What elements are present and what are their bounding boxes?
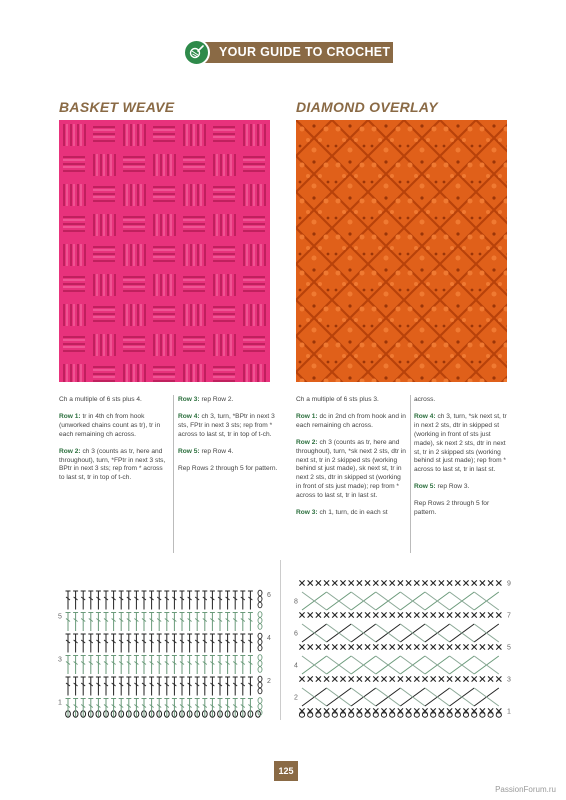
row-label: Row 4: bbox=[414, 412, 436, 420]
row-number: 2 bbox=[267, 678, 271, 685]
basket-weave-stitch-chart bbox=[58, 578, 278, 720]
row-number: 1 bbox=[58, 699, 62, 707]
double-crochet-stitch bbox=[414, 580, 419, 585]
row-number: 3 bbox=[58, 656, 62, 664]
double-crochet-stitch bbox=[488, 676, 493, 681]
chain-stitch bbox=[463, 713, 468, 717]
double-crochet-stitch bbox=[439, 612, 444, 617]
row-label: Row 4: bbox=[178, 412, 200, 420]
double-crochet-stitch bbox=[340, 612, 345, 617]
double-crochet-stitch bbox=[431, 676, 436, 681]
instruction-text: dc in 2nd ch from hook and in each remaining ch across. bbox=[296, 412, 406, 429]
double-crochet-stitch bbox=[332, 644, 337, 649]
double-crochet-stitch bbox=[357, 676, 362, 681]
double-crochet-stitch bbox=[472, 612, 477, 617]
basket-weave-instructions-col1 bbox=[59, 396, 169, 491]
instruction-paragraph bbox=[178, 396, 278, 405]
chain-stitch bbox=[406, 713, 411, 717]
instruction-text: ch 3, turn, *BPtr in next 3 sts, FPtr in next 3 sts; rep from * across to last st, tr in top of t-ch. bbox=[178, 412, 275, 438]
double-crochet-stitch bbox=[381, 676, 386, 681]
row-label: Row 5: bbox=[178, 447, 200, 455]
turning-chain bbox=[258, 624, 262, 630]
double-crochet-stitch bbox=[316, 580, 321, 585]
chain-stitch bbox=[340, 713, 345, 717]
instruction-paragraph bbox=[414, 500, 509, 518]
instruction-paragraph bbox=[59, 396, 169, 405]
double-crochet-stitch bbox=[414, 612, 419, 617]
turning-chain bbox=[258, 698, 262, 704]
instruction-paragraph bbox=[178, 413, 278, 440]
double-crochet-stitch bbox=[447, 580, 452, 585]
double-crochet-stitch bbox=[455, 580, 460, 585]
basket-weave-instructions-col2 bbox=[178, 396, 278, 481]
double-crochet-stitch bbox=[422, 644, 427, 649]
double-crochet-stitch bbox=[455, 676, 460, 681]
chain-stitch bbox=[365, 713, 370, 717]
instruction-paragraph bbox=[59, 413, 169, 440]
row-number: 2 bbox=[294, 694, 298, 702]
row-label: Row 3: bbox=[296, 509, 318, 517]
row-label: Row 1: bbox=[59, 412, 81, 420]
double-crochet-stitch bbox=[414, 676, 419, 681]
double-crochet-stitch bbox=[488, 580, 493, 585]
double-crochet-stitch bbox=[480, 676, 485, 681]
chain-stitch bbox=[332, 713, 337, 717]
double-crochet-stitch bbox=[406, 644, 411, 649]
chain-stitch bbox=[373, 713, 378, 717]
instruction-text: ch 3 (counts as tr, here and throughout), turn, *FPtr in next 3 sts, BPtr in next 3 sts; rep from * across to last st, tr in top of t-ch. bbox=[59, 447, 166, 482]
double-crochet-stitch bbox=[472, 580, 477, 585]
row-number: 4 bbox=[267, 635, 271, 642]
double-crochet-stitch bbox=[324, 676, 329, 681]
row-number: 4 bbox=[294, 662, 298, 670]
double-crochet-stitch bbox=[299, 644, 304, 649]
turning-chain bbox=[258, 602, 262, 608]
double-crochet-stitch bbox=[308, 580, 313, 585]
double-crochet-stitch bbox=[308, 676, 313, 681]
double-crochet-stitch bbox=[365, 676, 370, 681]
double-crochet-stitch bbox=[299, 676, 304, 681]
double-crochet-stitch bbox=[365, 580, 370, 585]
chain-stitch bbox=[431, 713, 436, 717]
section-banner bbox=[183, 39, 393, 66]
instruction-text: rep Row 3. bbox=[435, 483, 470, 491]
double-crochet-stitch bbox=[299, 580, 304, 585]
double-crochet-stitch bbox=[373, 612, 378, 617]
watermark: PassionForum.ru bbox=[495, 785, 556, 794]
double-crochet-stitch bbox=[463, 580, 468, 585]
double-crochet-stitch bbox=[406, 612, 411, 617]
turning-chain bbox=[258, 645, 262, 651]
chain-stitch bbox=[414, 713, 419, 717]
double-crochet-stitch bbox=[390, 676, 395, 681]
double-crochet-stitch bbox=[422, 612, 427, 617]
double-crochet-stitch bbox=[488, 612, 493, 617]
double-crochet-stitch bbox=[332, 676, 337, 681]
diamond-overlay-stitch-chart bbox=[294, 578, 524, 720]
double-crochet-stitch bbox=[496, 676, 501, 681]
turning-chain bbox=[258, 667, 262, 673]
double-crochet-stitch bbox=[431, 580, 436, 585]
double-crochet-stitch bbox=[439, 676, 444, 681]
turning-chain bbox=[258, 590, 262, 596]
turning-chain bbox=[258, 655, 262, 661]
double-crochet-stitch bbox=[496, 580, 501, 585]
row-number: 5 bbox=[507, 644, 511, 652]
yarn-hook-icon bbox=[183, 39, 210, 66]
chain-stitch bbox=[472, 713, 477, 717]
double-crochet-stitch bbox=[431, 644, 436, 649]
double-crochet-stitch bbox=[316, 644, 321, 649]
row-label: Row 1: bbox=[296, 412, 318, 420]
double-crochet-stitch bbox=[406, 676, 411, 681]
double-crochet-stitch bbox=[373, 580, 378, 585]
diamond-overlay-title: DIAMOND OVERLAY bbox=[296, 99, 438, 115]
basket-weave-title: BASKET WEAVE bbox=[59, 99, 175, 115]
instruction-text: rep Row 4. bbox=[199, 447, 234, 455]
row-number: 8 bbox=[294, 598, 298, 606]
double-crochet-stitch bbox=[422, 580, 427, 585]
double-crochet-stitch bbox=[349, 580, 354, 585]
row-number: 5 bbox=[58, 613, 62, 621]
double-crochet-stitch bbox=[439, 580, 444, 585]
instruction-text: Rep Rows 2 through 5 for pattern. bbox=[178, 464, 278, 472]
instruction-text: ch 3 (counts as tr, here and throughout), turn, *sk next 2 sts, dtr in next st, tr in 2 skipped sts (working behind st just made), sk next st, tr in next 2 sts, dtr in skipped st (working in front of sts just made); rep from * across to last st, tr in last st. bbox=[296, 438, 406, 500]
row-number: 7 bbox=[507, 612, 511, 620]
instruction-text: Ch a multiple of 6 sts plus 4. bbox=[59, 396, 142, 403]
instruction-paragraph bbox=[414, 396, 509, 405]
chain-stitch bbox=[496, 713, 501, 717]
row-number: 6 bbox=[294, 630, 298, 638]
chain-stitch bbox=[447, 713, 452, 717]
chain-stitch bbox=[381, 713, 386, 717]
double-crochet-stitch bbox=[381, 580, 386, 585]
chart-divider bbox=[280, 560, 281, 720]
row-label: Row 3: bbox=[178, 396, 200, 403]
turning-chain bbox=[258, 661, 262, 667]
instruction-paragraph bbox=[414, 483, 509, 492]
instruction-paragraph bbox=[178, 448, 278, 457]
turning-chain bbox=[258, 596, 262, 602]
double-crochet-stitch bbox=[414, 644, 419, 649]
double-crochet-stitch bbox=[390, 580, 395, 585]
double-crochet-stitch bbox=[496, 644, 501, 649]
double-crochet-stitch bbox=[455, 612, 460, 617]
double-crochet-stitch bbox=[340, 676, 345, 681]
double-crochet-stitch bbox=[496, 612, 501, 617]
instruction-paragraph bbox=[296, 413, 406, 431]
chain-stitch bbox=[357, 713, 362, 717]
double-crochet-stitch bbox=[349, 644, 354, 649]
double-crochet-stitch bbox=[488, 644, 493, 649]
double-crochet-stitch bbox=[390, 612, 395, 617]
instruction-text: rep Row 2. bbox=[199, 396, 234, 403]
instruction-text: Rep Rows 2 through 5 for pattern. bbox=[414, 500, 490, 517]
instruction-text: across. bbox=[414, 396, 436, 403]
chain-stitch bbox=[316, 713, 321, 717]
double-crochet-stitch bbox=[340, 644, 345, 649]
double-crochet-stitch bbox=[463, 612, 468, 617]
diamond-overlay-photo bbox=[296, 120, 507, 382]
double-crochet-stitch bbox=[332, 612, 337, 617]
double-crochet-stitch bbox=[463, 676, 468, 681]
double-crochet-stitch bbox=[340, 580, 345, 585]
turning-chain bbox=[258, 688, 262, 694]
double-crochet-stitch bbox=[381, 644, 386, 649]
double-crochet-stitch bbox=[480, 612, 485, 617]
double-crochet-stitch bbox=[299, 612, 304, 617]
double-crochet-stitch bbox=[365, 644, 370, 649]
diamond-overlay-instructions-col1 bbox=[296, 396, 406, 526]
instruction-text: ch 3, turn, *sk next st, tr in next 2 sts, dtr in skipped st (working in front of sts just made), sk next 2 sts, dtr in next st, tr in 2 skipped sts (working behind st just made); rep from * across to last st, tr in last st. bbox=[414, 412, 507, 474]
chain-stitch bbox=[299, 713, 304, 717]
instruction-paragraph bbox=[296, 396, 406, 405]
instruction-paragraph bbox=[59, 448, 169, 484]
chain-stitch bbox=[308, 713, 313, 717]
double-crochet-stitch bbox=[365, 612, 370, 617]
double-crochet-stitch bbox=[447, 612, 452, 617]
double-crochet-stitch bbox=[398, 612, 403, 617]
double-crochet-stitch bbox=[422, 676, 427, 681]
chain-stitch bbox=[349, 713, 354, 717]
instruction-text: tr in 4th ch from hook (unworked chains count as tr), tr in each remaining ch across. bbox=[59, 412, 161, 438]
chain-stitch bbox=[488, 713, 493, 717]
double-crochet-stitch bbox=[447, 644, 452, 649]
double-crochet-stitch bbox=[332, 580, 337, 585]
double-crochet-stitch bbox=[308, 644, 313, 649]
double-crochet-stitch bbox=[357, 612, 362, 617]
double-crochet-stitch bbox=[447, 676, 452, 681]
double-crochet-stitch bbox=[480, 580, 485, 585]
double-crochet-stitch bbox=[463, 644, 468, 649]
row-number: 6 bbox=[267, 592, 271, 599]
double-crochet-stitch bbox=[398, 644, 403, 649]
diamond-overlay-instructions-col2 bbox=[414, 396, 509, 526]
double-crochet-stitch bbox=[373, 644, 378, 649]
turning-chain bbox=[258, 633, 262, 639]
row-number: 3 bbox=[507, 676, 511, 684]
turning-chain bbox=[258, 682, 262, 688]
row-label: Row 2: bbox=[296, 438, 318, 446]
double-crochet-stitch bbox=[316, 612, 321, 617]
double-crochet-stitch bbox=[357, 580, 362, 585]
double-crochet-stitch bbox=[480, 644, 485, 649]
chain-stitch bbox=[390, 713, 395, 717]
instruction-paragraph bbox=[296, 439, 406, 501]
double-crochet-stitch bbox=[349, 676, 354, 681]
chain-stitch bbox=[480, 713, 485, 717]
double-crochet-stitch bbox=[324, 580, 329, 585]
basket-weave-photo bbox=[59, 120, 270, 382]
row-number: 9 bbox=[507, 580, 511, 588]
chain-stitch bbox=[324, 713, 329, 717]
double-crochet-stitch bbox=[390, 644, 395, 649]
turning-chain bbox=[258, 704, 262, 710]
row-label: Row 2: bbox=[59, 447, 81, 455]
double-crochet-stitch bbox=[398, 676, 403, 681]
column-divider bbox=[410, 395, 411, 553]
instruction-paragraph bbox=[178, 465, 278, 474]
turning-chain bbox=[258, 618, 262, 624]
chain-stitch bbox=[422, 713, 427, 717]
double-crochet-stitch bbox=[472, 676, 477, 681]
chain-stitch bbox=[455, 713, 460, 717]
double-crochet-stitch bbox=[373, 676, 378, 681]
instruction-text: Ch a multiple of 6 sts plus 3. bbox=[296, 396, 379, 403]
chain-stitch bbox=[398, 713, 403, 717]
double-crochet-stitch bbox=[324, 644, 329, 649]
page-number: 125 bbox=[274, 761, 298, 781]
double-crochet-stitch bbox=[406, 580, 411, 585]
double-crochet-stitch bbox=[455, 644, 460, 649]
double-crochet-stitch bbox=[357, 644, 362, 649]
double-crochet-stitch bbox=[316, 676, 321, 681]
double-crochet-stitch bbox=[431, 612, 436, 617]
double-crochet-stitch bbox=[398, 580, 403, 585]
double-crochet-stitch bbox=[472, 644, 477, 649]
instruction-text: ch 1, turn, dc in each st bbox=[317, 509, 388, 517]
double-crochet-stitch bbox=[439, 644, 444, 649]
banner-title: YOUR GUIDE TO CROCHET bbox=[219, 45, 391, 59]
double-crochet-stitch bbox=[324, 612, 329, 617]
turning-chain bbox=[258, 676, 262, 682]
row-label: Row 5: bbox=[414, 483, 436, 491]
double-crochet-stitch bbox=[381, 612, 386, 617]
turning-chain bbox=[258, 639, 262, 645]
turning-chain bbox=[258, 612, 262, 618]
instruction-paragraph bbox=[296, 509, 406, 518]
double-crochet-stitch bbox=[349, 612, 354, 617]
chain-stitch bbox=[439, 713, 444, 717]
row-number: 1 bbox=[507, 708, 511, 716]
instruction-paragraph bbox=[414, 413, 509, 475]
double-crochet-stitch bbox=[308, 612, 313, 617]
column-divider bbox=[173, 395, 174, 553]
